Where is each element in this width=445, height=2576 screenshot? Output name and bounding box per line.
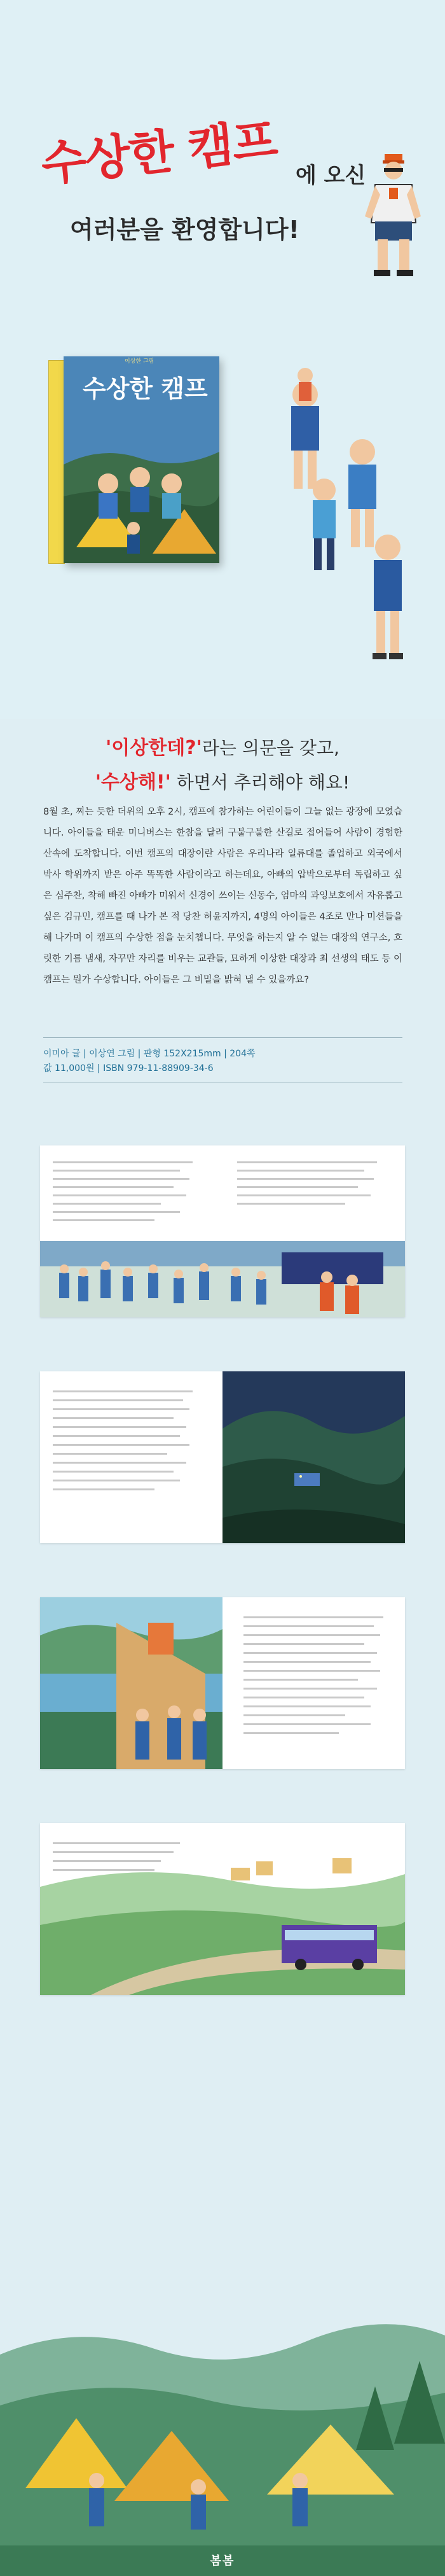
tagline-emphasis-1: '이상한데?' [106, 737, 202, 759]
book-description: 8월 초, 찌는 듯한 더위의 오후 2시, 캠프에 참가하는 어린이들이 그늘 없는 광장에 모였습니다. 아이들을 태운 미니버스는 한참을 달려 구불구불한 산길로 접어들어 사람이 경험한 산속에 도착합니다. 이번 캠프의 대장이란 사람은 우리나라 일류대를 졸업하고 외국에서 박사 학위까지 받은 아주 똑똑한 사람이라고 하는데요, 아빠의 압박으로부터 독립하고 싶은 심주찬, 착해 빠진 아빠가 미워서 신경이 쓰이는 신동수, 엄마의 과잉보호에서 자유롭고 싶은 김규민, 캠프를 때 나가 본 적 당찬 허윤지까지, 4명의 아이들은 4조로 만나 미션들을 해 나가며 이 캠프의 수상한 점을 눈치챕니다. 무엇을 하는지 알 수 없는 대장의 연구소, 흐릿한 기름 냄새, 자꾸만 자리를 비우는 교관들, 묘하게 이상한 대장과 최 선생의 태도 등 이 캠프는 뭔가 수상합니다. 아이들은 그 비밀을 밝혀 낼 수 있을까요? [43, 807, 402, 985]
book-cover-title: 수상한 캠프 [83, 375, 208, 403]
page-title-suffix: 에 오신 [296, 163, 366, 188]
page-spread-4 [40, 1823, 405, 1995]
tagline-emphasis-2: '수상해!' [95, 771, 171, 794]
spread-1-illustration [40, 1145, 405, 1317]
kids-illustration [267, 356, 420, 675]
page-spread-2 [40, 1371, 405, 1543]
page-subtitle: 여러분을 환영합니다! [70, 216, 299, 244]
page-title: 수상한 캠프 [38, 113, 279, 193]
page-spread-3 [40, 1597, 405, 1769]
book-meta-line-2: 값 11,000원 | ISBN 979-11-88909-34-6 [43, 1063, 214, 1074]
book-cover-art [64, 356, 219, 563]
tagline-text-1: 라는 의문을 갖고, [202, 738, 339, 759]
page-spread-1 [40, 1145, 405, 1317]
hero-section [0, 0, 445, 719]
tagline [0, 732, 445, 801]
tagline-line-2 [0, 766, 445, 801]
tagline-line-1 [0, 732, 445, 766]
publisher-logo: 봄봄 [210, 2554, 235, 2568]
book-meta-line-1: 이미아 글 | 이상연 그림 | 판형 152X215mm | 204쪽 [43, 1049, 256, 1059]
spread-4-illustration [40, 1823, 405, 1995]
divider-top [43, 1037, 402, 1038]
camp-leader-illustration [362, 153, 423, 280]
book-cover-author: 이상한 그림 [125, 358, 154, 365]
footer-illustration [0, 2278, 445, 2576]
book-meta [43, 1047, 256, 1076]
tagline-text-2: 하면서 추리해야 해요! [170, 772, 350, 793]
book-spine [48, 360, 65, 564]
spread-2-illustration [40, 1371, 405, 1543]
book-cover [64, 356, 219, 563]
spread-3-illustration [40, 1597, 405, 1769]
